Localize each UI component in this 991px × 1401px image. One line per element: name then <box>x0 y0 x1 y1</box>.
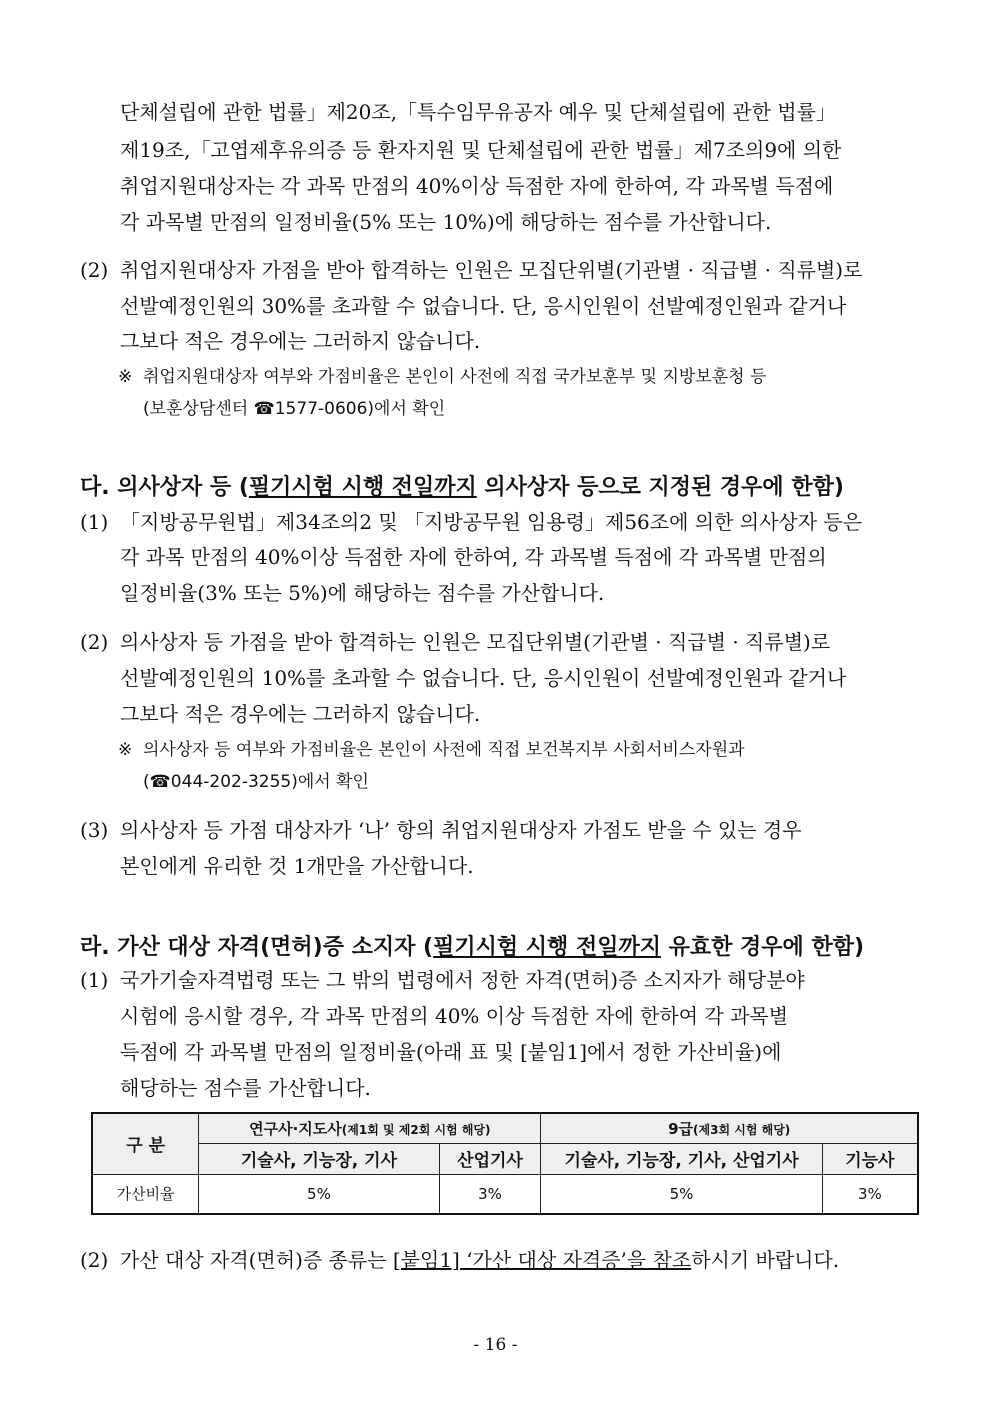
item-marker: (2) <box>80 1248 109 1272</box>
heading-underlined-text: 필기시험 시행 전일까지 <box>248 475 477 500</box>
table-cell: 5% <box>541 1174 822 1214</box>
group-title: 연구사·지도사 <box>249 1119 342 1138</box>
paragraph-line: 본인에게 유리한 것 1개만을 가산합니다. <box>120 854 474 878</box>
table-sub-header: 산업기사 <box>439 1143 541 1174</box>
paragraph-line: 선발예정인원의 30%를 초과할 수 없습니다. 단, 응시인원이 선발예정인원과 같거나 <box>120 294 847 318</box>
table-cell: 3% <box>439 1174 541 1214</box>
heading-text: 다. 의사상자 등 ( <box>80 475 249 500</box>
heading-text: 의사상자 등으로 지정된 경우에 한함) <box>476 475 844 500</box>
paragraph-line: 일정비율(3% 또는 5%)에 해당하는 점수를 가산합니다. <box>120 581 605 605</box>
note-line: (☎044-202-3255)에서 확인 <box>143 772 369 792</box>
paragraph-line: 선발예정인원의 10%를 초과할 수 없습니다. 단, 응시인원이 선발예정인원과 같거나 <box>120 666 847 690</box>
text-run: 하시기 바랍니다. <box>691 1248 840 1272</box>
heading-text: 라. 가산 대상 자격(면허)증 소지자 ( <box>80 935 434 960</box>
item-marker: (1) <box>80 968 109 992</box>
group-note: (제1회 및 제2회 시험 해당) <box>341 1122 491 1137</box>
heading-underlined-text: 필기시험 시행 전일까지 <box>433 935 661 960</box>
section-heading-ra <box>80 930 864 961</box>
paragraph-line: 해당하는 점수를 가산합니다. <box>120 1076 371 1100</box>
note-mark: ※ <box>118 367 133 387</box>
intro-line: 단체설립에 관한 법률」제20조,「특수임무유공자 예우 및 단체설립에 관한 법률」 <box>120 100 836 124</box>
paragraph-line: 취업지원대상자 가점을 받아 합격하는 인원은 모집단위별(기관별 · 직급별 · 직류별)로 <box>120 258 863 282</box>
note-line: (보훈상담센터 ☎1577-0606)에서 확인 <box>143 399 446 419</box>
table-sub-header: 기술사, 기능장, 기사, 산업기사 <box>541 1143 822 1174</box>
table-group-header <box>541 1113 918 1143</box>
group-note: (제3회 시험 해당) <box>693 1122 791 1137</box>
paragraph-line: 「지방공무원법」제34조의2 및 「지방공무원 임용령」제56조에 의한 의사상자 등은 <box>120 510 863 534</box>
table-cell: 5% <box>199 1174 439 1214</box>
item-marker: (2) <box>80 630 109 654</box>
paragraph-line <box>120 1246 839 1274</box>
paragraph-line: 의사상자 등 가점 대상자가 ‘나’ 항의 취업지원대상자 가점도 받을 수 있는 경우 <box>120 818 802 842</box>
table-row-label: 가산비율 <box>92 1174 199 1214</box>
bonus-rate-table <box>91 1112 919 1215</box>
table-cell: 3% <box>822 1174 918 1214</box>
paragraph-line: 국가기술자격법령 또는 그 밖의 법령에서 정한 자격(면허)증 소지자가 해당분야 <box>120 968 805 992</box>
paragraph-line: 의사상자 등 가점을 받아 합격하는 인원은 모집단위별(기관별 · 직급별 · 직류별)로 <box>120 630 831 654</box>
intro-line: 각 과목별 만점의 일정비율(5% 또는 10%)에 해당하는 점수를 가산합니다. <box>120 210 772 234</box>
intro-line: 취업지원대상자는 각 과목 만점의 40%이상 득점한 자에 한하여, 각 과목별 득점에 <box>120 174 834 198</box>
table-group-header <box>199 1113 541 1143</box>
paragraph-line: 그보다 적은 경우에는 그러하지 않습니다. <box>120 702 481 726</box>
paragraph-line: 시험에 응시할 경우, 각 과목 만점의 40% 이상 득점한 자에 한하여 각 과목별 <box>120 1004 789 1028</box>
note-line: 취업지원대상자 여부와 가점비율은 본인이 사전에 직접 국가보훈부 및 지방보훈청 등 <box>143 367 767 387</box>
table-corner-header: 구 분 <box>92 1113 199 1174</box>
paragraph-line: 각 과목 만점의 40%이상 득점한 자에 한하여, 각 과목별 득점에 각 과목별 만점의 <box>120 545 827 569</box>
item-marker: (2) <box>80 258 109 282</box>
section-heading-da <box>80 470 844 501</box>
item-marker: (1) <box>80 510 109 534</box>
item-marker: (3) <box>80 818 109 842</box>
intro-line: 제19조,「고엽제후유의증 등 환자지원 및 단체설립에 관한 법률」제7조의9에 의한 <box>120 138 842 162</box>
table-sub-header: 기능사 <box>822 1143 918 1174</box>
text-run: 가산 대상 자격(면허)증 종류는 <box>120 1248 393 1272</box>
note-mark: ※ <box>118 740 133 760</box>
underlined-reference: [붙임1] ‘가산 대상 자격증’을 참조 <box>392 1248 692 1272</box>
paragraph-line: 득점에 각 과목별 만점의 일정비율(아래 표 및 [붙임1]에서 정한 가산비율)에 <box>120 1040 782 1064</box>
note-line: 의사상자 등 여부와 가점비율은 본인이 사전에 직접 보건복지부 사회서비스자원과 <box>143 740 745 760</box>
group-title: 9급 <box>668 1119 694 1138</box>
table-sub-header: 기술사, 기능장, 기사 <box>199 1143 439 1174</box>
paragraph-line: 그보다 적은 경우에는 그러하지 않습니다. <box>120 329 481 353</box>
heading-text: 유효한 경우에 한함) <box>660 935 865 960</box>
page-number: - 16 - <box>473 1335 518 1355</box>
